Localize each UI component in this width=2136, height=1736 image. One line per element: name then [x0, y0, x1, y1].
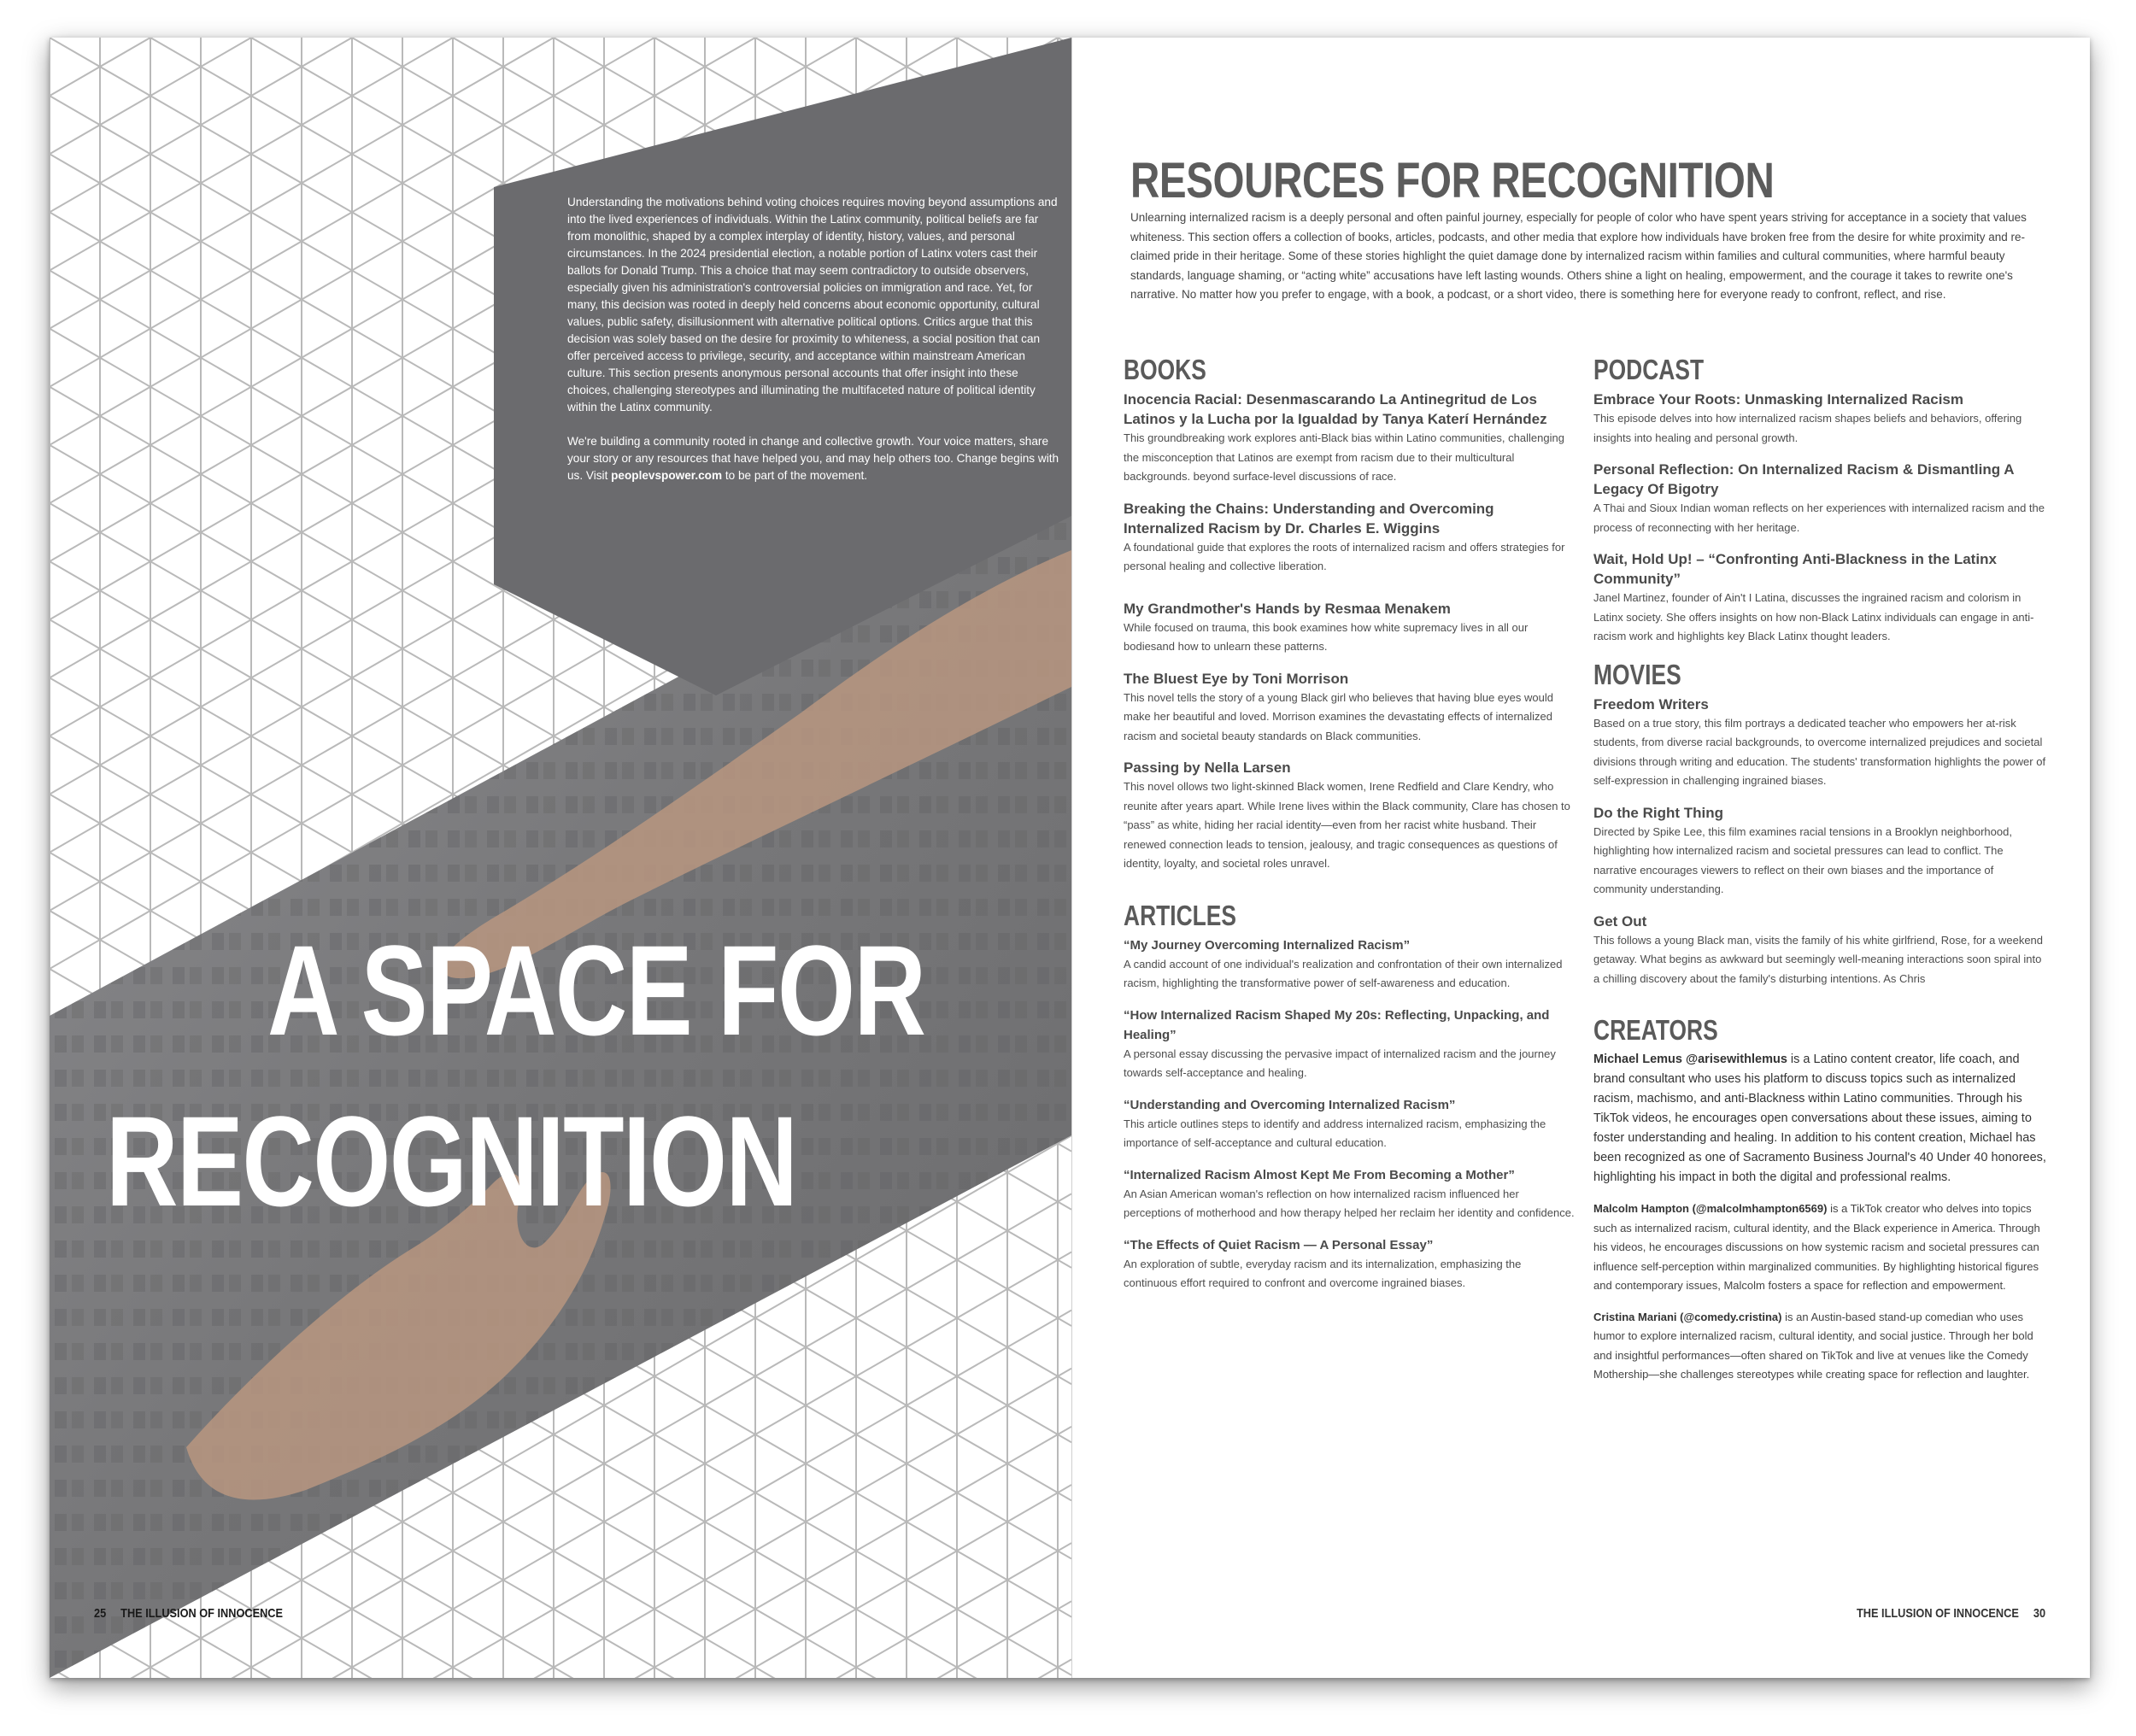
article-entry [1124, 1235, 1576, 1293]
article-title: “How Internalized Racism Shaped My 20s: Reflecting, Unpacking, and Healing” [1124, 1007, 1550, 1042]
podcast-description: A Thai and Sioux Indian woman reflects on her experiences with internalized racism and the process of reconnecting with her heritage. [1593, 501, 2045, 534]
intro-paragraph-2-text: We're building a community rooted in change and collective growth. Your voice matters, share your story or any resources that have helped you, and may help others too. Change begins with us. Visit [567, 435, 1059, 482]
intro-paragraph-2-end: to be part of the movement. [722, 469, 868, 482]
movie-entry [1593, 695, 2046, 791]
creator-description: is an Austin-based stand-up comedian who uses humor to explore internalized racism, cultural identity, and social justice. Through her bold and insightful performances—often shared on TikTok and live at venues like the Comedy Mothership—she challenges stereotypes while creating space for reflection and laughter. [1593, 1310, 2033, 1381]
article-description: This article outlines steps to identify and address internalized racism, emphasizing the importance of self-acceptance and cultural education. [1124, 1117, 1546, 1149]
website-link[interactable]: peoplevspower.com [611, 469, 723, 482]
book-title: Breaking the Chains: Understanding and Overcoming Internalized Racism by Dr. Charles E. Wiggins [1124, 500, 1494, 537]
movie-entry [1593, 803, 2046, 900]
footer-title: THE ILLUSION OF INNOCENCE [1856, 1606, 2019, 1621]
creator-entry [1593, 1199, 2046, 1296]
movie-title: Do the Right Thing [1593, 804, 1724, 821]
podcast-title: Embrace Your Roots: Unmasking Internalized Racism [1593, 391, 1963, 408]
book-description: A foundational guide that explores the roots of internalized racism and offers strategies for personal healing and collective liberation. [1124, 540, 1565, 572]
magazine-spread [50, 38, 2090, 1678]
podcast-title: Personal Reflection: On Internalized Racism & Dismantling A Legacy Of Bigotry [1593, 461, 2014, 497]
creator-name: Malcolm Hampton (@malcolmhampton6569) [1593, 1202, 1828, 1215]
podcast-entry [1593, 460, 2046, 537]
right-footer [1857, 1606, 2045, 1621]
article-title: “Internalized Racism Almost Kept Me From Becoming a Mother” [1124, 1167, 1515, 1182]
book-title: My Grandmother's Hands by Resmaa Menakem [1124, 600, 1451, 617]
article-entry [1124, 1165, 1576, 1223]
book-entry [1124, 599, 1576, 657]
podcast-entry [1593, 390, 2046, 448]
movies-list [1593, 695, 2046, 989]
footer-title: THE ILLUSION OF INNOCENCE [120, 1606, 284, 1621]
book-entry [1124, 758, 1576, 874]
creators-heading: CREATORS [1593, 1014, 1718, 1046]
creator-description: is a TikTok creator who delves into topics such as internalized racism, cultural identity, and the Black experience in America. Through his videos, he encourages discussions on how systemic racism and societal pressures can influence self-perception within marginalized communities. By highlighting historical figures and contemporary issues, Malcolm fosters a space for reflection and empowerment. [1593, 1202, 2040, 1292]
podcast-description: Janel Martinez, founder of Ain't I Latina, discusses the ingrained racism and colorism in Latinx society. She offers insights on how non-Black Latinx individuals can engage in anti-racism work and highlights key Black Latinx thought leaders. [1593, 591, 2034, 642]
article-title: “The Effects of Quiet Racism — A Personal Essay” [1124, 1237, 1434, 1252]
podcast-list [1593, 390, 2046, 647]
left-page [50, 38, 1071, 1678]
movie-description: This follows a young Black man, visits the family of his white girlfriend, Rose, for a weekend getaway. What begins as awkward but seemingly well-meaning interactions soon spiral into a chilling discovery about the family's disturbing intentions. As Chris [1593, 933, 2044, 985]
movie-title: Freedom Writers [1593, 695, 1709, 713]
left-column [1124, 354, 1576, 1305]
creator-name: Cristina Mariani (@comedy.cristina) [1593, 1310, 1782, 1323]
book-title: The Bluest Eye by Toni Morrison [1124, 670, 1349, 687]
right-page [1071, 38, 2090, 1678]
article-entry [1124, 1006, 1576, 1083]
articles-heading: ARTICLES [1124, 899, 1236, 931]
creator-description: is a Latino content creator, life coach, and brand consultant who uses his platform to discuss topics such as internalized racism, machismo, and anti-Blackness within Latino communities. Through his TikTok videos, he encourages open conversations about these issues, aiming to foster understanding and healing. In addition to his content creation, Michael has been recognized as one of Sacramento Business Journal's 40 Under 40 honorees, highlighting his impact in both the digital and professional realms. [1593, 1053, 2046, 1184]
intro-paragraph-1: Understanding the motivations behind voting choices requires moving beyond assumptions and into the lived experiences of individuals. Within the Latinx community, political beliefs are far from monolithic, shaped by a complex interplay of identity, history, values, and personal circumstances. In the 2024 presidential election, a notable portion of Latinx voters cast their ballots for Donald Trump. This a choice that may seem contradictory to outside observers, especially given his administration's controversial policies on immigration and race. Yet, for many, this decision was rooted in deeply held concerns about economic opportunity, cultural values, public safety, disillusionment with alternative political options. Critics argue that this decision was solely based on the desire for proximity to whiteness, a social position that can offer perceived access to privilege, security, and acceptance within mainstream American culture. This section presents anonymous personal accounts that offer insight into these choices, challenging stereotypes and illuminating the multifaceted nature of political identity within the Latinx community. [567, 196, 1058, 413]
article-description: A personal essay discussing the pervasive impact of internalized racism and the journey towards self-acceptance and healing. [1124, 1047, 1556, 1079]
book-entry [1124, 669, 1576, 747]
creators-list [1593, 1050, 2046, 1385]
book-title: Inocencia Racial: Desenmascarando La Antinegritud de Los Latinos y la Lucha por la Igualdad by Tanya Katerí Hernández [1124, 391, 1547, 427]
headline-line-2: RECOGNITION [106, 1089, 797, 1233]
book-entry [1124, 390, 1576, 487]
article-description: An Asian American woman's reflection on how internalized racism influenced her perceptions of motherhood and how therapy helped her reclaim her identity and confidence. [1124, 1187, 1575, 1219]
movie-description: Directed by Spike Lee, this film examines racial tensions in a Brooklyn neighborhood, highlighting how internalized racism and societal pressures can lead to conflict. The narrative encourages viewers to reflect on their own biases and the importance of community understanding. [1593, 824, 2012, 895]
podcast-entry [1593, 549, 2046, 647]
movie-description: Based on a true story, this film portrays a dedicated teacher who empowers her at-risk students, from diverse racial backgrounds, to overcome internalized prejudices and societal divisions through writing and education. The students' transformation highlights the power of self-expression in challenging ingrained biases. [1593, 716, 2046, 787]
article-title: “Understanding and Overcoming Internalized Racism” [1124, 1097, 1456, 1112]
book-entry [1124, 499, 1576, 577]
creator-name: Michael Lemus @arisewithlemus [1593, 1053, 1787, 1066]
movie-entry [1593, 912, 2046, 989]
section-intro: Unlearning internalized racism is a deeply personal and often painful journey, especially for people of color who have spent years striving for acceptance in a society that values whiteness. This section offers a collection of books, articles, podcasts, and other media that explore how individuals have broken free from the desire for white proximity and re-claimed pride in their heritage. Some of these stories highlight the quiet damage done by internalized racism within families and cultural communities, where harmful beauty standards, language shaming, or “acting white” accusations have left lasting wounds. Others shine a light on healing, empowerment, and the courage it takes to rewrite one's narrative. No matter how you prefer to engage, with a book, a podcast, or a short video, there is something here for everyone ready to confront, reflect, and rise. [1130, 211, 2027, 301]
articles-list [1124, 935, 1576, 1293]
movies-heading: MOVIES [1593, 658, 1681, 690]
left-footer [94, 1606, 283, 1621]
right-column [1593, 354, 2046, 1397]
books-list [1124, 390, 1576, 874]
intro-text-box [567, 194, 1063, 501]
book-description: This groundbreaking work explores anti-Black bias within Latino communities, challenging the misconception that Latinos are exempt from racism due to their multicultural backgrounds. beyond surface-level discussions of race. [1124, 431, 1564, 483]
page-title: RESOURCES FOR RECOGNITION [1130, 153, 1775, 208]
podcast-heading: PODCAST [1593, 354, 1705, 385]
book-description: This novel ollows two light-skinned Black women, Irene Redfield and Clare Kendry, who reunite after years apart. While Irene lives within the Black community, Clare has chosen to “pass” as white, hiding her racial identity—even from her racist white husband. Their renewed connection leads to tension, jealousy, and tragic consequences as questions of identity, loyalty, and societal roles unravel. [1124, 780, 1570, 870]
books-heading: BOOKS [1124, 354, 1206, 385]
article-entry [1124, 1095, 1576, 1153]
book-description: This novel tells the story of a young Black girl who believes that having blue eyes would make her beautiful and loved. Morrison examines the devastating effects of internalized racism and societal beauty standards on Black communities. [1124, 690, 1553, 742]
podcast-title: Wait, Hold Up! – “Confronting Anti-Blackness in the Latinx Community” [1593, 551, 1997, 587]
headline-line-1: A SPACE FOR [267, 918, 925, 1062]
article-entry [1124, 935, 1576, 994]
intro-paragraph-2 [567, 433, 1063, 484]
page-number: 30 [2033, 1606, 2045, 1621]
creator-entry [1593, 1308, 2046, 1385]
article-description: An exploration of subtle, everyday racism and its internalization, emphasizing the continuous effort required to confront and overcome ingrained biases. [1124, 1257, 1522, 1289]
page-number: 25 [94, 1606, 107, 1621]
article-description: A candid account of one individual's realization and confrontation of their own internalized racism, highlighting the transformative power of self-awareness and education. [1124, 957, 1563, 989]
book-description: While focused on trauma, this book examines how white supremacy lives in all our bodiesand how to unlearn these patterns. [1124, 620, 1529, 653]
movie-title: Get Out [1593, 912, 1647, 930]
article-title: “My Journey Overcoming Internalized Racism” [1124, 937, 1411, 953]
podcast-description: This episode delves into how internalized racism shapes beliefs and behaviors, offering insights into healing and personal growth. [1593, 412, 2022, 444]
creator-entry [1593, 1050, 2046, 1188]
book-title: Passing by Nella Larsen [1124, 760, 1291, 776]
